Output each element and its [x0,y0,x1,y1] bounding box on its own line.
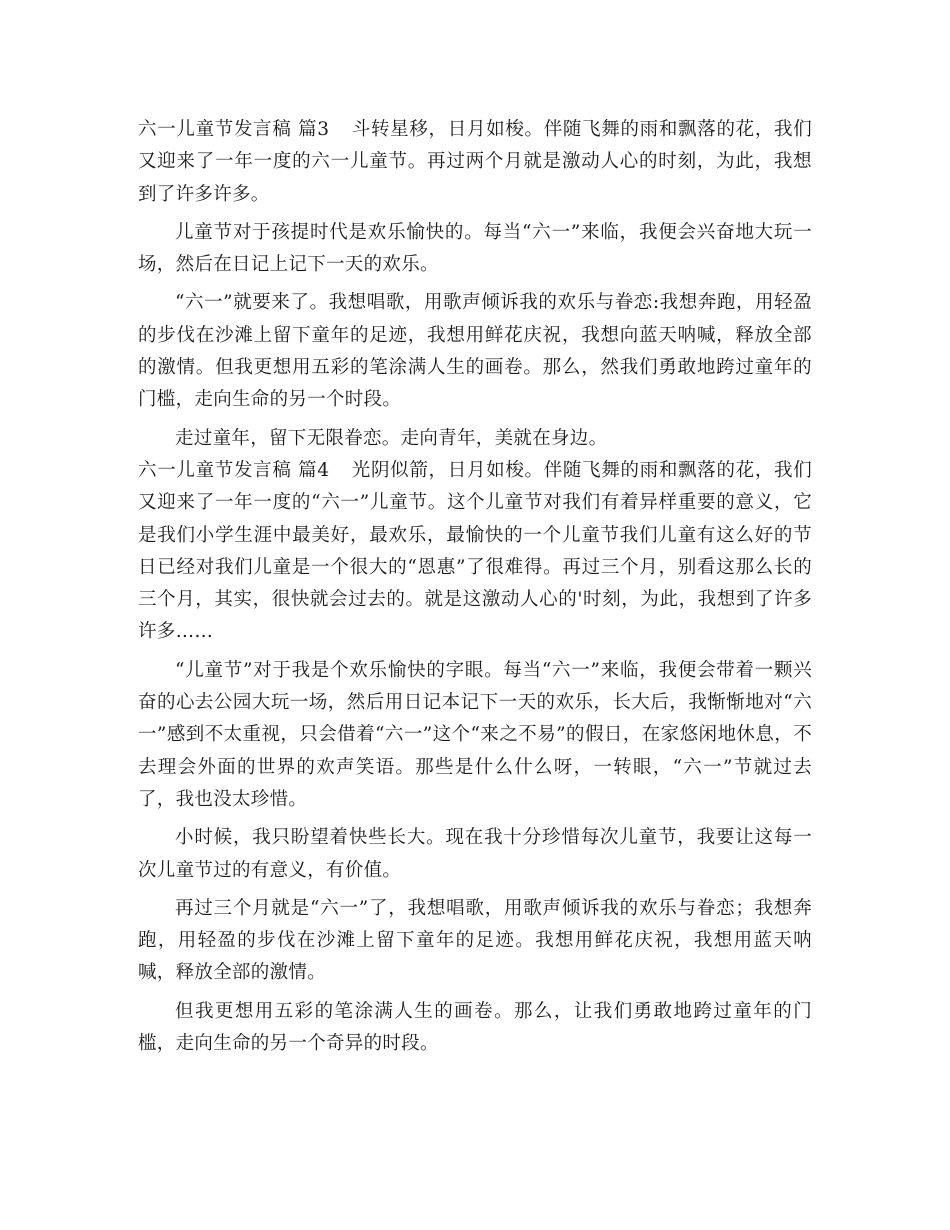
section-3-first-paragraph: 斗转星移，日月如梭。伴随飞舞的雨和飘落的花，我们又迎来了一年一度的六一儿童节。再过两个月就是激动人心的时刻，为此，我想到了许多许多。 [138,119,813,205]
section-3-paragraph-3: 走过童年，留下无限眷恋。走向青年，美就在身边。 [175,427,608,449]
section-4-opening [138,455,812,649]
section-4-paragraph-4: 但我更想用五彩的笔涂满人生的画卷。那么，让我们勇敢地跨过童年的门槛，走向生命的另一个奇异的时段。 [138,1000,812,1055]
section-4-paragraph-1: “儿童节”对于我是个欢乐愉快的字眼。每当“六一”来临，我便会带着一颗兴奋的心去公园大玩一场，然后用日记本记下一天的欢乐，长大后，我惭惭地对“六一”感到不太重视，只会借着“六一”这个“来之不易”的假日，在家悠闲地休息，不去理会外面的世界的欢声笑语。那些是什么什么呀，一转眼，“六一”节就过去了，我也没太珍惜。 [138,659,812,810]
document-body [138,114,812,1060]
section-4-paragraph-3: 再过三个月就是“六一”了，我想唱歌，用歌声倾诉我的欢乐与眷恋；我想奔跑，用轻盈的步伐在沙滩上留下童年的足迹。我想用鲜花庆祝，我想用蓝天呐喊，释放全部的激情。 [138,897,812,984]
section-4-paragraph-2: 小时候，我只盼望着快些长大。现在我十分珍惜每次儿童节，我要让这每一次儿童节过的有意义，有价值。 [138,827,812,881]
section-3-heading: 六一儿童节发言稿 篇3 [138,119,330,140]
section-3-opening [138,114,812,211]
section-3-paragraph-2: “六一”就要来了。我想唱歌，用歌声倾诉我的欢乐与眷恋:我想奔跑，用轻盈的步伐在沙滩上留下童年的足迹，我想用鲜花庆祝，我想向蓝天呐喊，释放全部的激情。但我更想用五彩的笔涂满人生的画卷。那么，然我们勇敢地跨过童年的门槛，走向生命的另一个时段。 [138,292,812,411]
section-3-paragraph-1: 儿童节对于孩提时代是欢乐愉快的。每当“六一”来临，我便会兴奋地大玩一场，然后在日记上记下一天的欢乐。 [138,221,812,276]
section-4-first-paragraph: 光阴似箭，日月如梭。伴随飞舞的雨和飘落的花，我们又迎来了一年一度的“六一”儿童节。这个儿童节对我们有着异样重要的意义，它是我们小学生涯中最美好，最欢乐，最愉快的一个儿童节我们儿童有这么好的节日已经对我们儿童是一个很大的“恩惠”了很难得。再过三个月，别看这那么长的三个月，其实，很快就会过去的。就是这激动人心的'时刻，为此，我想到了许多许多…… [138,459,813,643]
section-4-heading: 六一儿童节发言稿 篇4 [138,459,330,481]
